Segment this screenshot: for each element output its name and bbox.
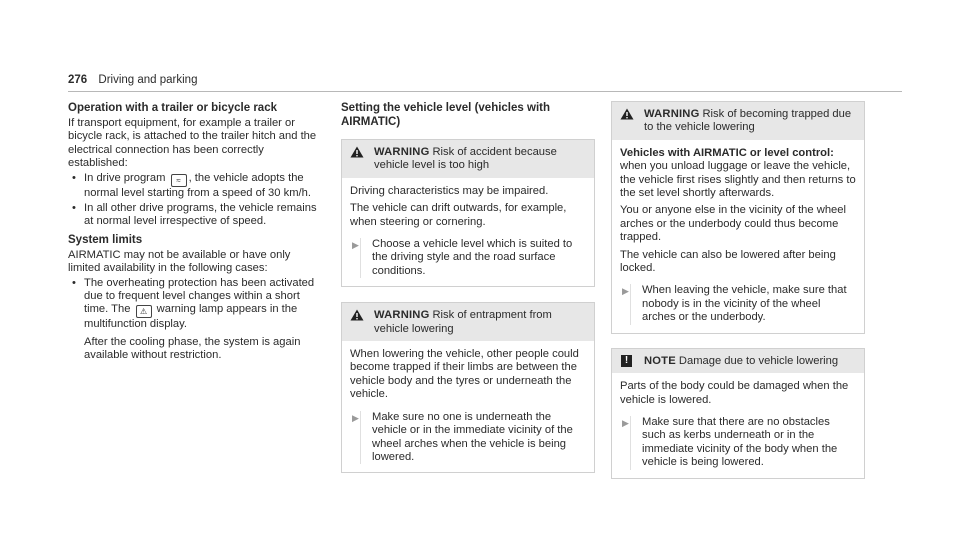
section-title: Driving and parking [98, 74, 198, 86]
note-text: Parts of the body could be damaged when the vehicle is lowered. [620, 380, 849, 406]
warning-title: Risk of becoming trapped due to the vehicle lowering [644, 108, 852, 134]
step-arrow-icon: ▶ [352, 412, 359, 423]
page-header [68, 74, 197, 87]
step-arrow-icon: ▶ [622, 286, 629, 297]
instruction-step: ▶ Make sure that there are no obstacles such as kerbs underneath or in the immediate vicinity of the body when the vehicle is being lowered. [620, 416, 856, 470]
drive-program-icon: ≈ [171, 174, 187, 187]
warning-title: Risk of entrapment from vehicle lowering [374, 309, 552, 335]
warning-keyword: WARNING [644, 108, 700, 120]
warning-text: Driving characteristics may be impaired. [350, 184, 549, 197]
instruction-step: ▶ When leaving the vehicle, make sure that nobody is in the vicinity of the wheel arches or the underbody. [620, 284, 856, 324]
warning-keyword: WARNING [374, 146, 430, 158]
instruction-step: ▶ Choose a vehicle level which is suited to the driving style and the road surface conditions. [350, 238, 586, 278]
warning-header [342, 303, 594, 341]
page-number: 276 [68, 74, 88, 86]
suspension-warning-icon: ⚠ [136, 305, 152, 318]
note-title: Damage due to vehicle lowering [678, 354, 839, 367]
warning-box-accident [341, 139, 595, 287]
warning-header [342, 140, 594, 178]
header-divider [68, 91, 902, 92]
warning-text: The vehicle can also be lowered after being locked. [620, 248, 836, 275]
system-limits-intro: AIRMATIC may not be available or have only limited availability in the following cases: [68, 248, 291, 275]
note-keyword: NOTE [644, 354, 676, 367]
vehicle-level-heading: Setting the vehicle level (vehicles with AIRMATIC) [341, 102, 550, 128]
warning-box-trapped [611, 101, 865, 334]
warning-text: The vehicle can drift outwards, for example, when steering or cornering. [350, 202, 567, 228]
warning-text: You or anyone else in the vicinity of the wheel arches or the underbody could thus become trapped. [620, 204, 846, 244]
system-limits-heading: System limits [68, 233, 143, 246]
column-right [611, 101, 865, 491]
warning-text: When lowering the vehicle, other people could become trapped if their limbs are between the vehicle body and the tyres or underneath the vehicle. [350, 348, 579, 401]
system-limits-list [68, 277, 324, 363]
warning-box-entrapment [341, 302, 595, 473]
step-arrow-icon: ▶ [352, 240, 359, 251]
exclamation-icon: ! [621, 355, 632, 367]
column-left [68, 101, 324, 365]
list-item: • The overheating protection has been activated due to frequent level changes within a short time. The ⚠ warning lamp appears in the multifunction display. After the cooling phase, the system is again available without restriction. [68, 277, 324, 363]
trailer-intro: If transport equipment, for example a trailer or bicycle rack, is attached to the trailer hitch and the electrical connection has been correctly established: [68, 117, 317, 170]
list-item: • In drive program ≈ , the vehicle adopts the normal level starting from a speed of 30 km/h. [68, 172, 324, 200]
note-header [612, 349, 864, 373]
warning-header [612, 102, 864, 140]
warning-title: Risk of accident because vehicle level is too high [374, 146, 557, 172]
trailer-heading: Operation with a trailer or bicycle rack [68, 102, 277, 114]
trailer-list [68, 172, 324, 229]
warning-triangle-icon [620, 108, 634, 120]
warning-keyword: WARNING [374, 309, 430, 322]
instruction-step: ▶ Make sure no one is underneath the vehicle or in the immediate vicinity of the wheel arches when the vehicle is being lowered. [350, 411, 586, 465]
warning-triangle-icon [350, 309, 364, 321]
after-cooling-text: After the cooling phase, the system is again available without restriction. [84, 335, 301, 362]
warning-text: Vehicles with AIRMATIC or level control: when you unload luggage or leave the vehicle, the vehicle first rises slightly and then returns to the set level shortly afterwards. [620, 146, 856, 200]
note-box-damage [611, 348, 865, 479]
column-middle [341, 101, 595, 485]
step-arrow-icon: ▶ [622, 417, 629, 428]
list-item: • In all other drive programs, the vehicle remains at normal level irrespective of speed. [68, 202, 324, 229]
warning-triangle-icon [350, 146, 364, 158]
